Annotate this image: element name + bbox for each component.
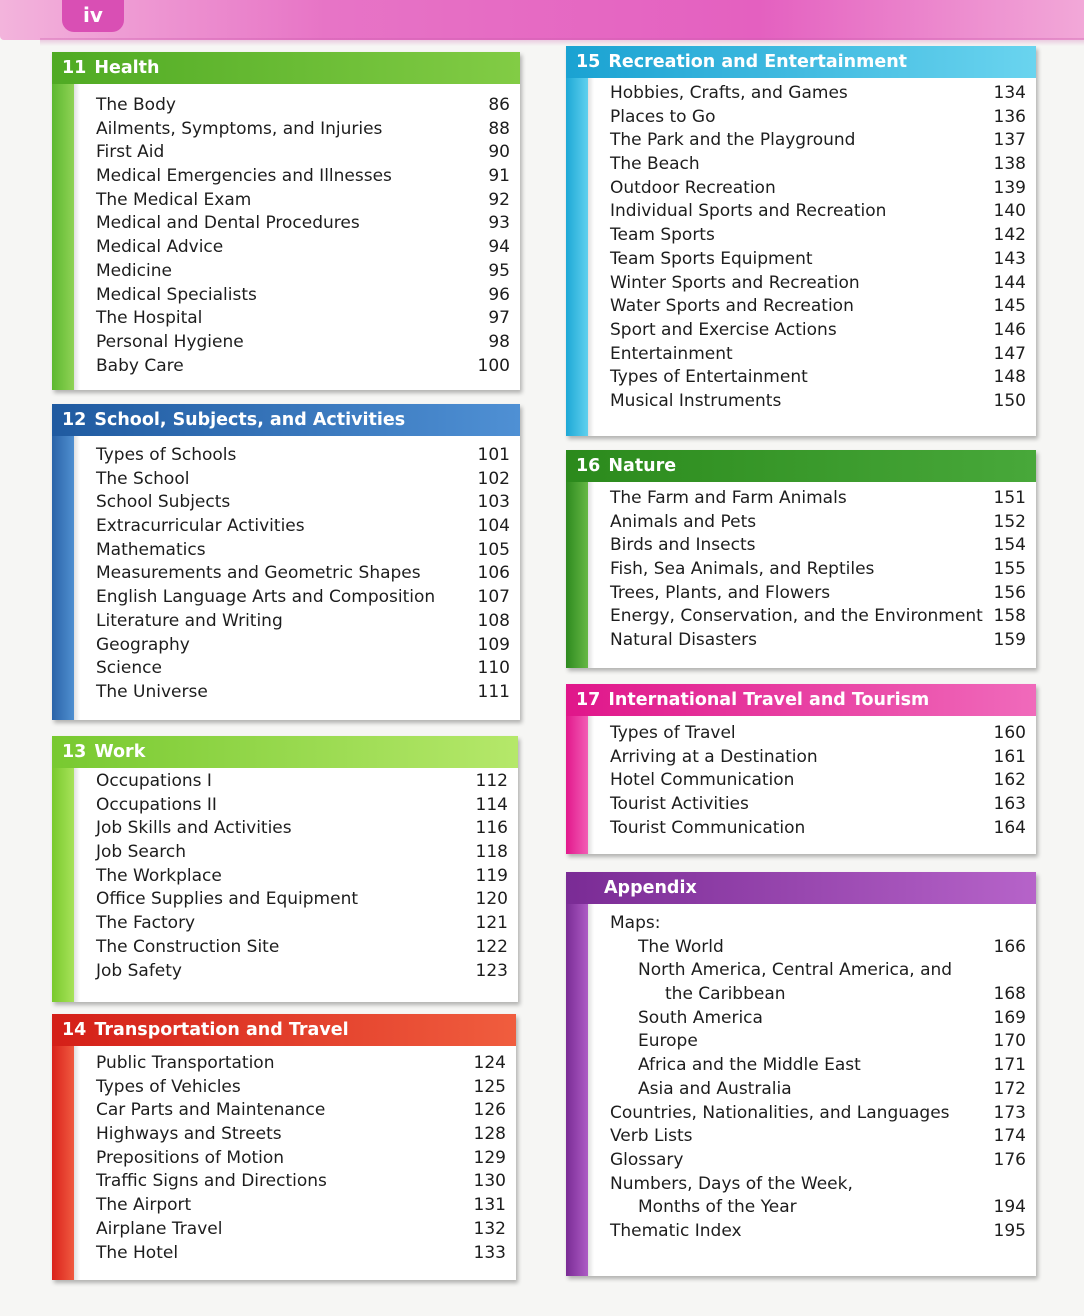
toc-entry-title: The Hotel [96,1242,179,1263]
toc-entry [96,936,508,960]
toc-entry-page: 168 [993,984,1026,1005]
toc-entry-page: 142 [993,225,1026,246]
toc-entry [610,319,1026,343]
toc-entry-title: Birds and Insects [610,535,756,556]
toc-entry-title: Extracurricular Activities [96,516,305,537]
toc-entry [610,534,1026,558]
toc-entry-title: First Aid [96,142,165,163]
toc-entry [96,1170,506,1194]
section-title: Appendix [604,878,697,898]
section-title: Health [94,58,160,78]
toc-entry [96,141,510,165]
toc-entry-page: 120 [475,889,508,910]
toc-entry-page: 123 [475,960,508,981]
toc-entry-page: 125 [473,1076,506,1097]
toc-list [96,1052,506,1265]
section-title: School, Subjects, and Activities [94,410,406,430]
toc-entry-title: Highways and Streets [96,1124,282,1145]
toc-entry-title: Prepositions of Motion [96,1147,285,1168]
toc-entry-title: Outdoor Recreation [610,177,776,198]
toc-entry [610,1196,1026,1220]
section-appendix [566,872,1036,1276]
toc-entry-title: Hobbies, Crafts, and Games [610,83,848,103]
toc-entry [96,515,510,539]
toc-entry [96,118,510,142]
toc-entry-title: Energy, Conservation, and the Environment [610,606,983,627]
toc-entry-page: 163 [993,794,1026,815]
toc-entry-page: 121 [475,913,508,934]
toc-entry-title: Occupations I [96,771,212,791]
toc-entry-page: 118 [475,842,508,863]
toc-entry-title: The Universe [96,681,208,702]
toc-entry-page: 97 [488,308,510,329]
toc-entry-title: Countries, Nationalities, and Languages [610,1102,950,1123]
toc-entry-title: Winter Sports and Recreation [610,272,860,293]
section-number: 12 [62,410,87,430]
toc-entry-title: The Construction Site [96,936,280,957]
section-recreation [566,46,1036,436]
toc-entry-title: English Language Arts and Composition [96,587,436,608]
toc-entry-title: Types of Travel [610,723,736,743]
toc-entry [96,657,510,681]
toc-entry-page: 174 [993,1126,1026,1147]
toc-entry [96,610,510,634]
toc-entry-title: Glossary [610,1149,684,1170]
toc-entry-title: Measurements and Geometric Shapes [96,563,421,584]
toc-entry-title: Medical Advice [96,237,224,258]
toc-entry-page: 154 [993,535,1026,556]
toc-entry-page: 98 [488,331,510,352]
toc-entry [96,1218,506,1242]
toc-entry [96,94,510,118]
toc-entry [610,295,1026,319]
toc-entry-page: 109 [477,634,510,655]
toc-entry [610,582,1026,606]
toc-entry [610,629,1026,653]
toc-entry-title: The Park and the Playground [610,130,856,151]
toc-entry [610,722,1026,746]
section-header [52,736,518,768]
toc-entry [610,1173,1026,1197]
toc-entry-title: The Body [96,95,176,115]
section-shadow [588,78,594,436]
toc-entry [610,248,1026,272]
section-health [52,52,520,390]
section-number: 15 [576,52,601,72]
section-number: 13 [62,742,87,762]
toc-entry [610,605,1026,629]
toc-entry-title: The World [638,936,724,957]
toc-entry-title: Public Transportation [96,1053,275,1073]
toc-entry-title: Job Search [96,842,187,863]
toc-entry-title: The Workplace [96,865,222,886]
toc-entry [96,586,510,610]
toc-entry-title: Airplane Travel [96,1218,223,1239]
section-travel [566,684,1036,854]
section-header [52,1014,516,1046]
toc-entry-page: 116 [475,818,508,839]
section-number: 17 [576,690,601,710]
toc-entry [96,539,510,563]
toc-entry [96,634,510,658]
toc-entry-page: 101 [477,445,510,465]
toc-entry [610,1102,1026,1126]
toc-entry-page: 91 [488,166,510,187]
toc-entry-title: Medical and Dental Procedures [96,213,360,234]
toc-entry [610,936,1026,960]
toc-list [610,487,1026,653]
section-color-bar [52,404,74,720]
section-transportation [52,1014,516,1280]
toc-entry-page: 105 [477,539,510,560]
toc-entry-title: The Medical Exam [96,189,252,210]
section-shadow [74,436,80,720]
toc-entry [96,307,510,331]
toc-entry-page: 94 [488,237,510,258]
section-shadow [588,716,594,854]
toc-entry-page: 140 [993,201,1026,222]
section-color-bar [566,450,588,668]
toc-entry-page: 111 [477,681,510,702]
toc-entry-page: 171 [993,1055,1026,1076]
toc-entry-title: Science [96,658,162,679]
section-title: Nature [608,456,677,476]
toc-entry-page: 164 [993,817,1026,838]
toc-entry-title: School Subjects [96,492,231,513]
toc-entry-page: 107 [477,587,510,608]
section-number: 11 [62,58,87,78]
toc-entry-title: The School [96,468,190,489]
toc-entry-page: 173 [993,1102,1026,1123]
toc-entry-title: Baby Care [96,355,184,376]
section-header [566,872,1036,904]
toc-entry-title: Musical Instruments [610,390,782,411]
toc-entry-page: 102 [477,468,510,489]
toc-entry-page: 169 [993,1007,1026,1028]
toc-entry-title: The Farm and Farm Animals [610,488,847,508]
toc-entry [96,1147,506,1171]
toc-entry-title: Mathematics [96,539,206,560]
toc-entry-page: 160 [993,723,1026,743]
toc-entry [96,189,510,213]
toc-entry-page: 86 [488,95,510,115]
toc-entry-title: Sport and Exercise Actions [610,319,837,340]
toc-entry-page: 146 [993,319,1026,340]
toc-entry-title: Types of Vehicles [96,1076,241,1097]
toc-entry-page: 137 [993,130,1026,151]
toc-entry-title: Animals and Pets [610,511,757,532]
top-banner [0,0,1084,40]
toc-entry [610,912,1026,936]
section-color-bar [52,52,74,390]
section-nature [566,450,1036,668]
toc-entry [610,153,1026,177]
toc-entry [610,959,1026,983]
toc-entry-page: 92 [488,189,510,210]
toc-entry [96,770,508,794]
toc-entry-title: Tourist Communication [610,817,806,838]
toc-entry-page: 145 [993,296,1026,317]
toc-entry-page: 103 [477,492,510,513]
toc-entry [96,888,508,912]
page-number: iv [62,0,124,32]
toc-entry-page: 148 [993,367,1026,388]
toc-entry-title: North America, Central America, and [638,960,953,981]
toc-entry [96,817,508,841]
toc-entry-title: Maps: [610,913,661,933]
toc-list [610,82,1026,414]
toc-entry-page: 195 [993,1220,1026,1241]
toc-entry [610,817,1026,841]
toc-entry-page: 166 [993,936,1026,957]
toc-entry [610,1007,1026,1031]
toc-entry-title: Arriving at a Destination [610,746,818,767]
toc-entry-title: Verb Lists [610,1126,693,1147]
toc-entry [96,960,508,984]
toc-entry-page: 128 [473,1124,506,1145]
toc-entry-title: Medicine [96,260,172,281]
toc-entry-title: Literature and Writing [96,610,283,631]
toc-entry-title: Job Skills and Activities [96,818,292,839]
section-title: International Travel and Tourism [608,690,930,710]
toc-entry [610,1054,1026,1078]
toc-entry-title: Medical Specialists [96,284,257,305]
section-color-bar [52,736,74,1002]
toc-entry-page: 159 [993,630,1026,651]
toc-entry [96,468,510,492]
toc-entry-page: 100 [477,355,510,376]
toc-entry-title: The Factory [96,913,196,934]
toc-entry [96,444,510,468]
toc-entry-page: 126 [473,1100,506,1121]
toc-entry [610,200,1026,224]
toc-entry-title: Fish, Sea Animals, and Reptiles [610,559,875,580]
toc-entry-page: 134 [993,83,1026,103]
toc-entry [610,106,1026,130]
toc-list [610,722,1026,840]
section-title: Transportation and Travel [94,1020,349,1040]
toc-entry [96,562,510,586]
toc-entry-page: 112 [475,771,508,791]
section-color-bar [566,872,588,1276]
section-header [52,52,520,84]
section-work [52,736,518,1002]
toc-list [96,444,510,705]
toc-entry-page: 143 [993,248,1026,269]
toc-entry-page: 194 [993,1197,1026,1218]
toc-entry-page: 152 [993,511,1026,532]
toc-entry [610,343,1026,367]
toc-entry-title: Natural Disasters [610,630,758,651]
toc-entry [96,284,510,308]
toc-entry-title: Ailments, Symptoms, and Injuries [96,118,383,139]
toc-entry-page: 95 [488,260,510,281]
toc-entry [610,769,1026,793]
section-color-bar [566,46,588,436]
toc-entry-page: 147 [993,343,1026,364]
toc-entry [96,212,510,236]
section-shadow [74,768,80,1002]
toc-entry-page: 156 [993,582,1026,603]
toc-entry-title: Medical Emergencies and Illnesses [96,166,392,187]
toc-entry-title: Asia and Australia [638,1078,792,1099]
toc-entry-title: The Airport [96,1195,192,1216]
toc-entry-title: Occupations II [96,794,217,815]
section-color-bar [52,1014,74,1280]
toc-entry-page: 124 [473,1053,506,1073]
toc-entry [96,1099,506,1123]
toc-entry [610,366,1026,390]
toc-entry [610,487,1026,511]
toc-entry-page: 144 [993,272,1026,293]
section-header [566,450,1036,482]
toc-entry [96,1242,506,1266]
toc-entry [610,746,1026,770]
toc-entry-page: 133 [473,1242,506,1263]
section-shadow [74,1046,80,1280]
toc-entry [610,272,1026,296]
toc-entry [96,236,510,260]
toc-entry-page: 88 [488,118,510,139]
toc-entry [96,355,510,379]
toc-entry-page: 96 [488,284,510,305]
toc-entry-page: 161 [993,746,1026,767]
section-shadow [588,482,594,668]
toc-entry [96,331,510,355]
toc-entry-page: 106 [477,563,510,584]
toc-entry-title: Trees, Plants, and Flowers [610,582,831,603]
toc-entry-page: 129 [473,1147,506,1168]
toc-list [96,94,510,378]
toc-entry [610,177,1026,201]
toc-entry-page: 90 [488,142,510,163]
toc-entry [610,1220,1026,1244]
toc-entry-page: 122 [475,936,508,957]
toc-entry-page: 108 [477,610,510,631]
toc-entry-page: 151 [993,488,1026,508]
toc-entry-page: 170 [993,1031,1026,1052]
toc-entry [96,841,508,865]
toc-entry-page: 139 [993,177,1026,198]
section-title: Work [94,742,146,762]
toc-entry [610,983,1026,1007]
toc-entry-title: Thematic Index [610,1220,742,1241]
section-shadow [74,84,80,390]
toc-entry [610,1125,1026,1149]
toc-entry-title: Types of Entertainment [610,367,808,388]
toc-entry-page: 131 [473,1195,506,1216]
toc-entry [96,912,508,936]
section-number: 14 [62,1020,87,1040]
toc-entry-title: Geography [96,634,190,655]
toc-entry-title: Hotel Communication [610,770,795,791]
toc-entry-title: The Beach [610,154,700,175]
toc-list [96,770,508,983]
toc-entry [610,224,1026,248]
section-title: Recreation and Entertainment [608,52,908,72]
section-shadow [588,904,594,1276]
toc-entry-title: Job Safety [96,960,182,981]
toc-entry-page: 132 [473,1218,506,1239]
section-header [52,404,520,436]
toc-entry [96,1194,506,1218]
toc-entry [610,82,1026,106]
toc-entry-page: 119 [475,865,508,886]
toc-entry-page: 110 [477,658,510,679]
toc-entry-page: 114 [475,794,508,815]
toc-entry-title: Team Sports [610,225,715,246]
toc-entry-title: Individual Sports and Recreation [610,201,887,222]
toc-entry-title: Personal Hygiene [96,331,244,352]
toc-entry-title: Africa and the Middle East [638,1055,861,1076]
toc-entry [610,1030,1026,1054]
toc-entry [610,129,1026,153]
section-school [52,404,520,720]
toc-entry-title: South America [638,1007,763,1028]
toc-entry-page: 176 [993,1149,1026,1170]
toc-entry [610,390,1026,414]
toc-entry-title: Months of the Year [638,1197,797,1218]
toc-entry-page: 138 [993,154,1026,175]
toc-entry-page: 130 [473,1171,506,1192]
toc-entry-title: Europe [638,1031,698,1052]
toc-entry [96,1076,506,1100]
toc-entry [96,794,508,818]
toc-entry [96,260,510,284]
toc-entry [96,165,510,189]
toc-entry-page: 158 [993,606,1026,627]
toc-entry-title: Car Parts and Maintenance [96,1100,326,1121]
toc-entry-title: Team Sports Equipment [610,248,813,269]
toc-entry-title: Numbers, Days of the Week, [610,1173,853,1194]
toc-entry-title: Types of Schools [96,445,237,465]
toc-entry-page: 104 [477,516,510,537]
toc-entry [96,491,510,515]
toc-entry [96,1123,506,1147]
section-header [566,46,1036,78]
toc-entry-page: 172 [993,1078,1026,1099]
toc-entry-title: Water Sports and Recreation [610,296,854,317]
toc-entry-page: 162 [993,770,1026,791]
toc-entry [610,558,1026,582]
toc-list [610,912,1026,1244]
toc-entry-title: Traffic Signs and Directions [96,1171,327,1192]
toc-entry-page: 150 [993,390,1026,411]
toc-entry [610,793,1026,817]
toc-entry-title: the Caribbean [665,984,786,1005]
section-header [566,684,1036,716]
toc-entry-title: Tourist Activities [610,794,749,815]
toc-entry [610,1149,1026,1173]
toc-entry-page: 93 [488,213,510,234]
toc-entry-title: Entertainment [610,343,733,364]
toc-entry [96,1052,506,1076]
toc-entry [610,511,1026,535]
toc-entry-title: The Hospital [96,308,203,329]
toc-entry-title: Places to Go [610,106,716,127]
section-number: 16 [576,456,601,476]
toc-entry [610,1078,1026,1102]
toc-entry-title: Office Supplies and Equipment [96,889,359,910]
toc-entry-page: 136 [993,106,1026,127]
toc-entry [96,681,510,705]
toc-entry-page: 155 [993,559,1026,580]
toc-entry [96,865,508,889]
